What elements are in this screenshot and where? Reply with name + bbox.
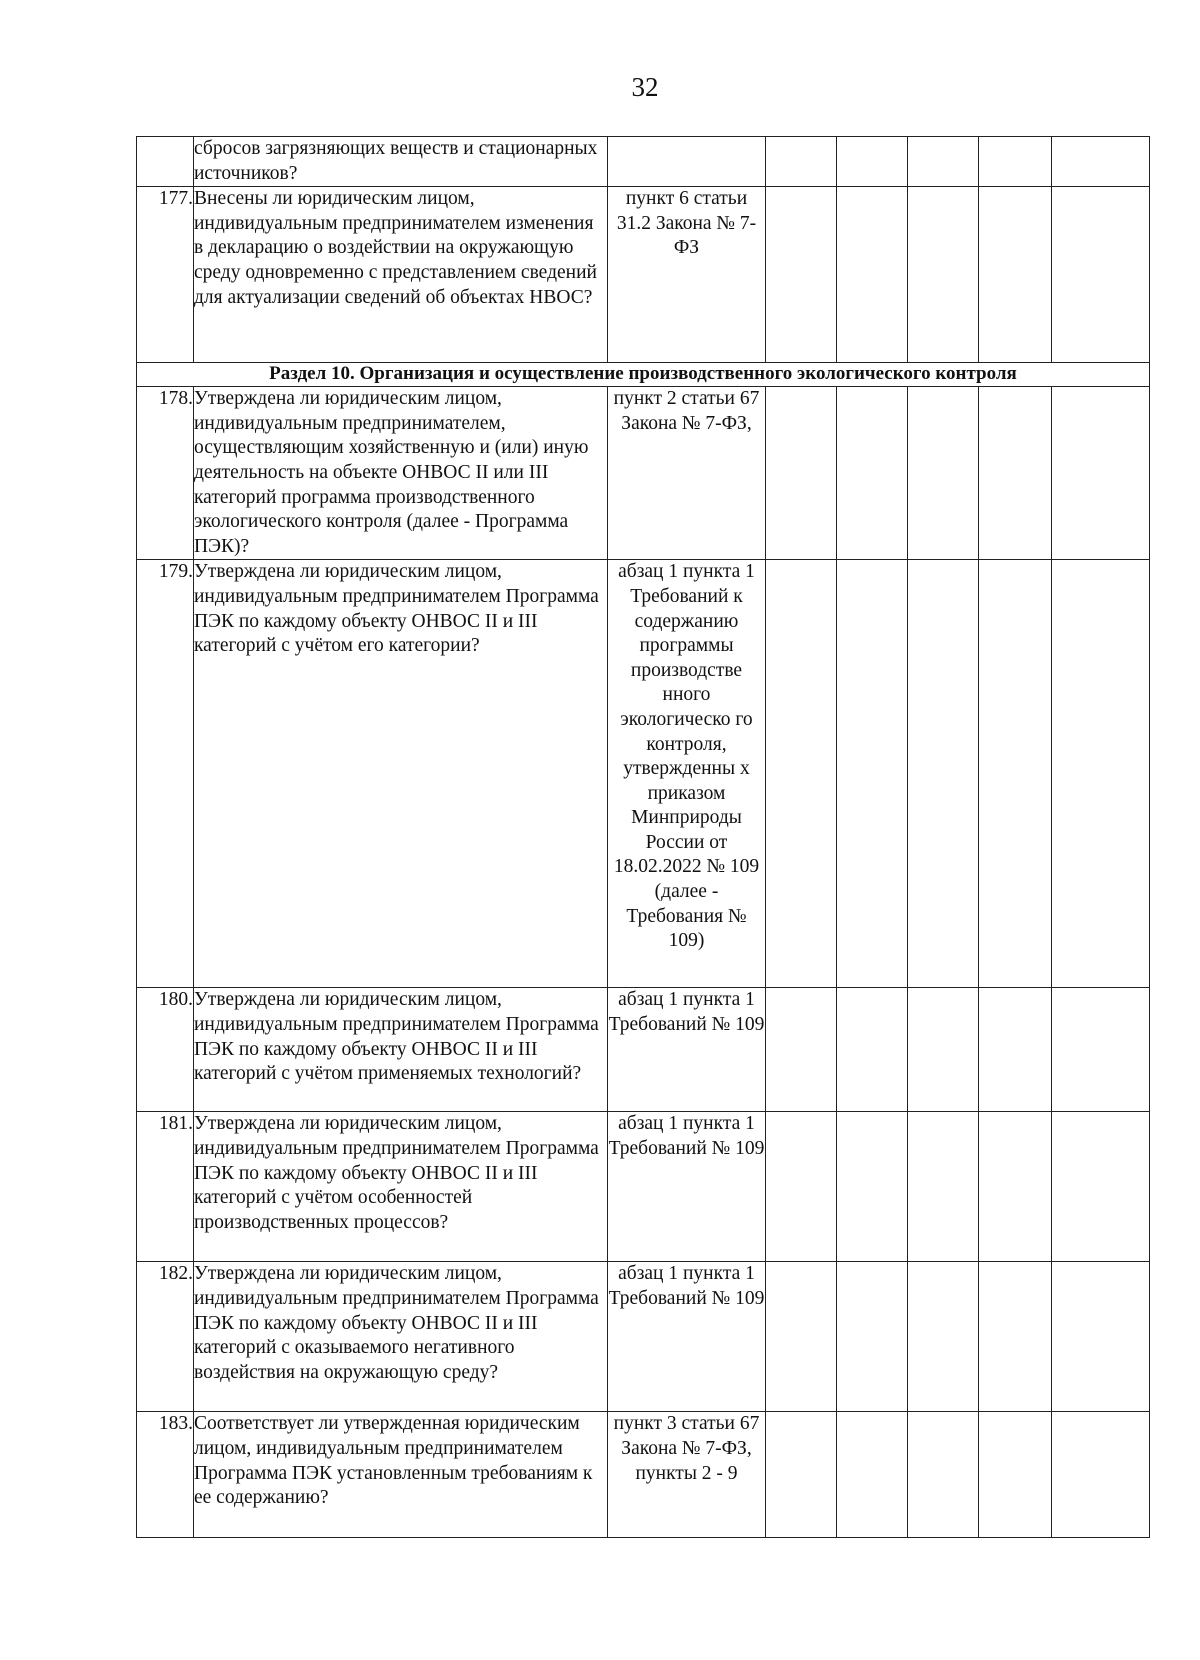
table-row — [137, 1412, 1150, 1538]
reference-cell: пункт 2 статьи 67 Закона № 7-ФЗ, — [608, 387, 766, 560]
reference-cell: абзац 1 пункта 1 Требований № 109 — [608, 988, 766, 1112]
notes-cell — [1052, 387, 1150, 560]
row-number: 180. — [137, 988, 194, 1112]
row-number: 181. — [137, 1112, 194, 1262]
notes-cell — [1052, 1412, 1150, 1538]
table-row — [137, 137, 1150, 187]
answer-cell — [837, 137, 908, 187]
row-number: 179. — [137, 560, 194, 988]
notes-cell — [1052, 187, 1150, 363]
table-row — [137, 387, 1150, 560]
row-number: 182. — [137, 1262, 194, 1412]
question-cell: Соответствует ли утвержденная юридическим лицом, индивидуальным предпринимателем Программа ПЭК установленным требованиям к ее содержанию? — [194, 1412, 608, 1538]
answer-cell — [837, 187, 908, 363]
question-cell: Утверждена ли юридическим лицом, индивидуальным предпринимателем Программа ПЭК по каждому объекту ОНВОС II и III категорий с оказываемого негативного воздействия на окружающую среду? — [194, 1262, 608, 1412]
question-cell: Внесены ли юридическим лицом, индивидуальным предпринимателем изменения в декларацию о воздействии на окружающую среду одновременно с представлением сведений для актуализации сведений об объектах НВОС? — [194, 187, 608, 363]
notes-cell — [1052, 1112, 1150, 1262]
section-header-row — [137, 363, 1150, 387]
answer-cell — [766, 1112, 837, 1262]
section-title: Раздел 10. Организация и осуществление производственного экологического контроля — [137, 363, 1150, 387]
reference-cell: пункт 3 статьи 67 Закона № 7-ФЗ, пункты 2 - 9 — [608, 1412, 766, 1538]
answer-cell — [979, 187, 1052, 363]
answer-cell — [837, 387, 908, 560]
answer-cell — [908, 988, 979, 1112]
notes-cell — [1052, 137, 1150, 187]
answer-cell — [908, 1112, 979, 1262]
answer-cell — [979, 387, 1052, 560]
answer-cell — [979, 137, 1052, 187]
page-number: 32 — [631, 72, 659, 102]
reference-cell: абзац 1 пункта 1 Требований к содержанию программы производстве нного экологическо го контроля, утвержденны х приказом Минприроды России от 18.02.2022 № 109 (далее - Требования № 109) — [608, 560, 766, 988]
answer-cell — [837, 1412, 908, 1538]
reference-cell: абзац 1 пункта 1 Требований № 109 — [608, 1262, 766, 1412]
table-row — [137, 988, 1150, 1112]
notes-cell — [1052, 988, 1150, 1112]
answer-cell — [766, 1412, 837, 1538]
row-number — [137, 137, 194, 187]
row-number: 177. — [137, 187, 194, 363]
question-cell: Утверждена ли юридическим лицом, индивидуальным предпринимателем Программа ПЭК по каждому объекту ОНВОС II и III категорий с учётом особенностей производственных процессов? — [194, 1112, 608, 1262]
table-row — [137, 1262, 1150, 1412]
answer-cell — [908, 560, 979, 988]
reference-cell: пункт 6 статьи 31.2 Закона № 7-ФЗ — [608, 187, 766, 363]
checklist-table — [136, 136, 1150, 1538]
answer-cell — [766, 187, 837, 363]
question-cell: сбросов загрязняющих веществ и стационарных источников? — [194, 137, 608, 187]
answer-cell — [766, 137, 837, 187]
answer-cell — [979, 988, 1052, 1112]
row-number: 183. — [137, 1412, 194, 1538]
answer-cell — [979, 1112, 1052, 1262]
answer-cell — [979, 560, 1052, 988]
answer-cell — [766, 1262, 837, 1412]
answer-cell — [837, 560, 908, 988]
answer-cell — [908, 187, 979, 363]
answer-cell — [837, 1262, 908, 1412]
table-row — [137, 187, 1150, 363]
answer-cell — [766, 387, 837, 560]
notes-cell — [1052, 1262, 1150, 1412]
answer-cell — [908, 137, 979, 187]
answer-cell — [766, 560, 837, 988]
answer-cell — [766, 988, 837, 1112]
table-row — [137, 560, 1150, 988]
answer-cell — [837, 1112, 908, 1262]
question-cell: Утверждена ли юридическим лицом, индивидуальным предпринимателем Программа ПЭК по каждому объекту ОНВОС II и III категорий с учётом его категории? — [194, 560, 608, 988]
reference-cell: абзац 1 пункта 1 Требований № 109 — [608, 1112, 766, 1262]
question-cell: Утверждена ли юридическим лицом, индивидуальным предпринимателем, осуществляющим хозяйственную и (или) иную деятельность на объекте ОНВОС II или III категорий программа производственного экологического контроля (далее - Программа ПЭК)? — [194, 387, 608, 560]
answer-cell — [837, 988, 908, 1112]
notes-cell — [1052, 560, 1150, 988]
table-row — [137, 1112, 1150, 1262]
answer-cell — [908, 1262, 979, 1412]
reference-cell — [608, 137, 766, 187]
answer-cell — [908, 387, 979, 560]
answer-cell — [979, 1412, 1052, 1538]
answer-cell — [979, 1262, 1052, 1412]
question-cell: Утверждена ли юридическим лицом, индивидуальным предпринимателем Программа ПЭК по каждому объекту ОНВОС II и III категорий с учётом применяемых технологий? — [194, 988, 608, 1112]
answer-cell — [908, 1412, 979, 1538]
row-number: 178. — [137, 387, 194, 560]
